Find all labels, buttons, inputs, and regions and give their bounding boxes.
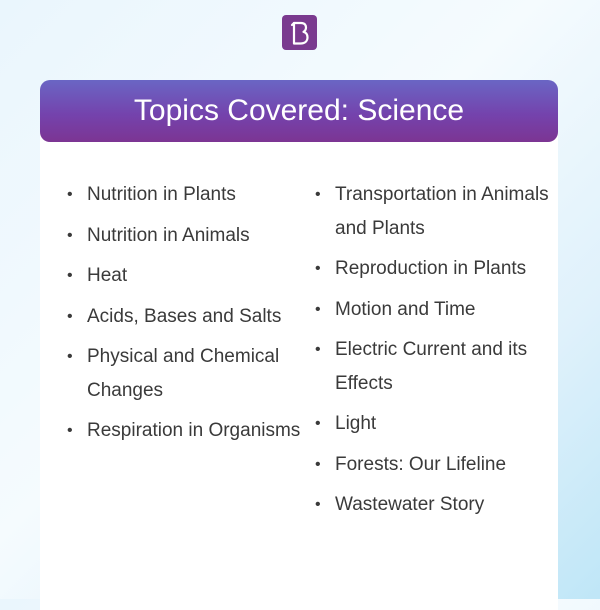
list-item: • Motion and Time (315, 298, 476, 320)
list-item: • Electric Current and its Effects (315, 339, 528, 394)
topics-list-right (313, 178, 558, 529)
list-item: • Nutrition in Plants (67, 184, 236, 205)
list-item: • Forests: Our Lifeline (315, 453, 507, 475)
list-item: • Wastewater Story (315, 494, 485, 515)
list-item: • Reproduction in Plants (315, 258, 527, 279)
topics-list-left (65, 178, 305, 455)
list-item: • Nutrition in Animals (67, 224, 250, 246)
list-item: • Physical and Chemical Changes (67, 346, 280, 401)
list-item: • Light (315, 413, 377, 434)
brand-logo-icon (282, 15, 317, 50)
list-item: • Transportation in Animals and Plants (315, 184, 549, 239)
page-title: Topics Covered: Science (40, 80, 558, 142)
list-item: • Acids, Bases and Salts (67, 305, 282, 327)
list-item: • Respiration in Organisms (67, 420, 301, 441)
list-item: • Heat (67, 265, 128, 286)
